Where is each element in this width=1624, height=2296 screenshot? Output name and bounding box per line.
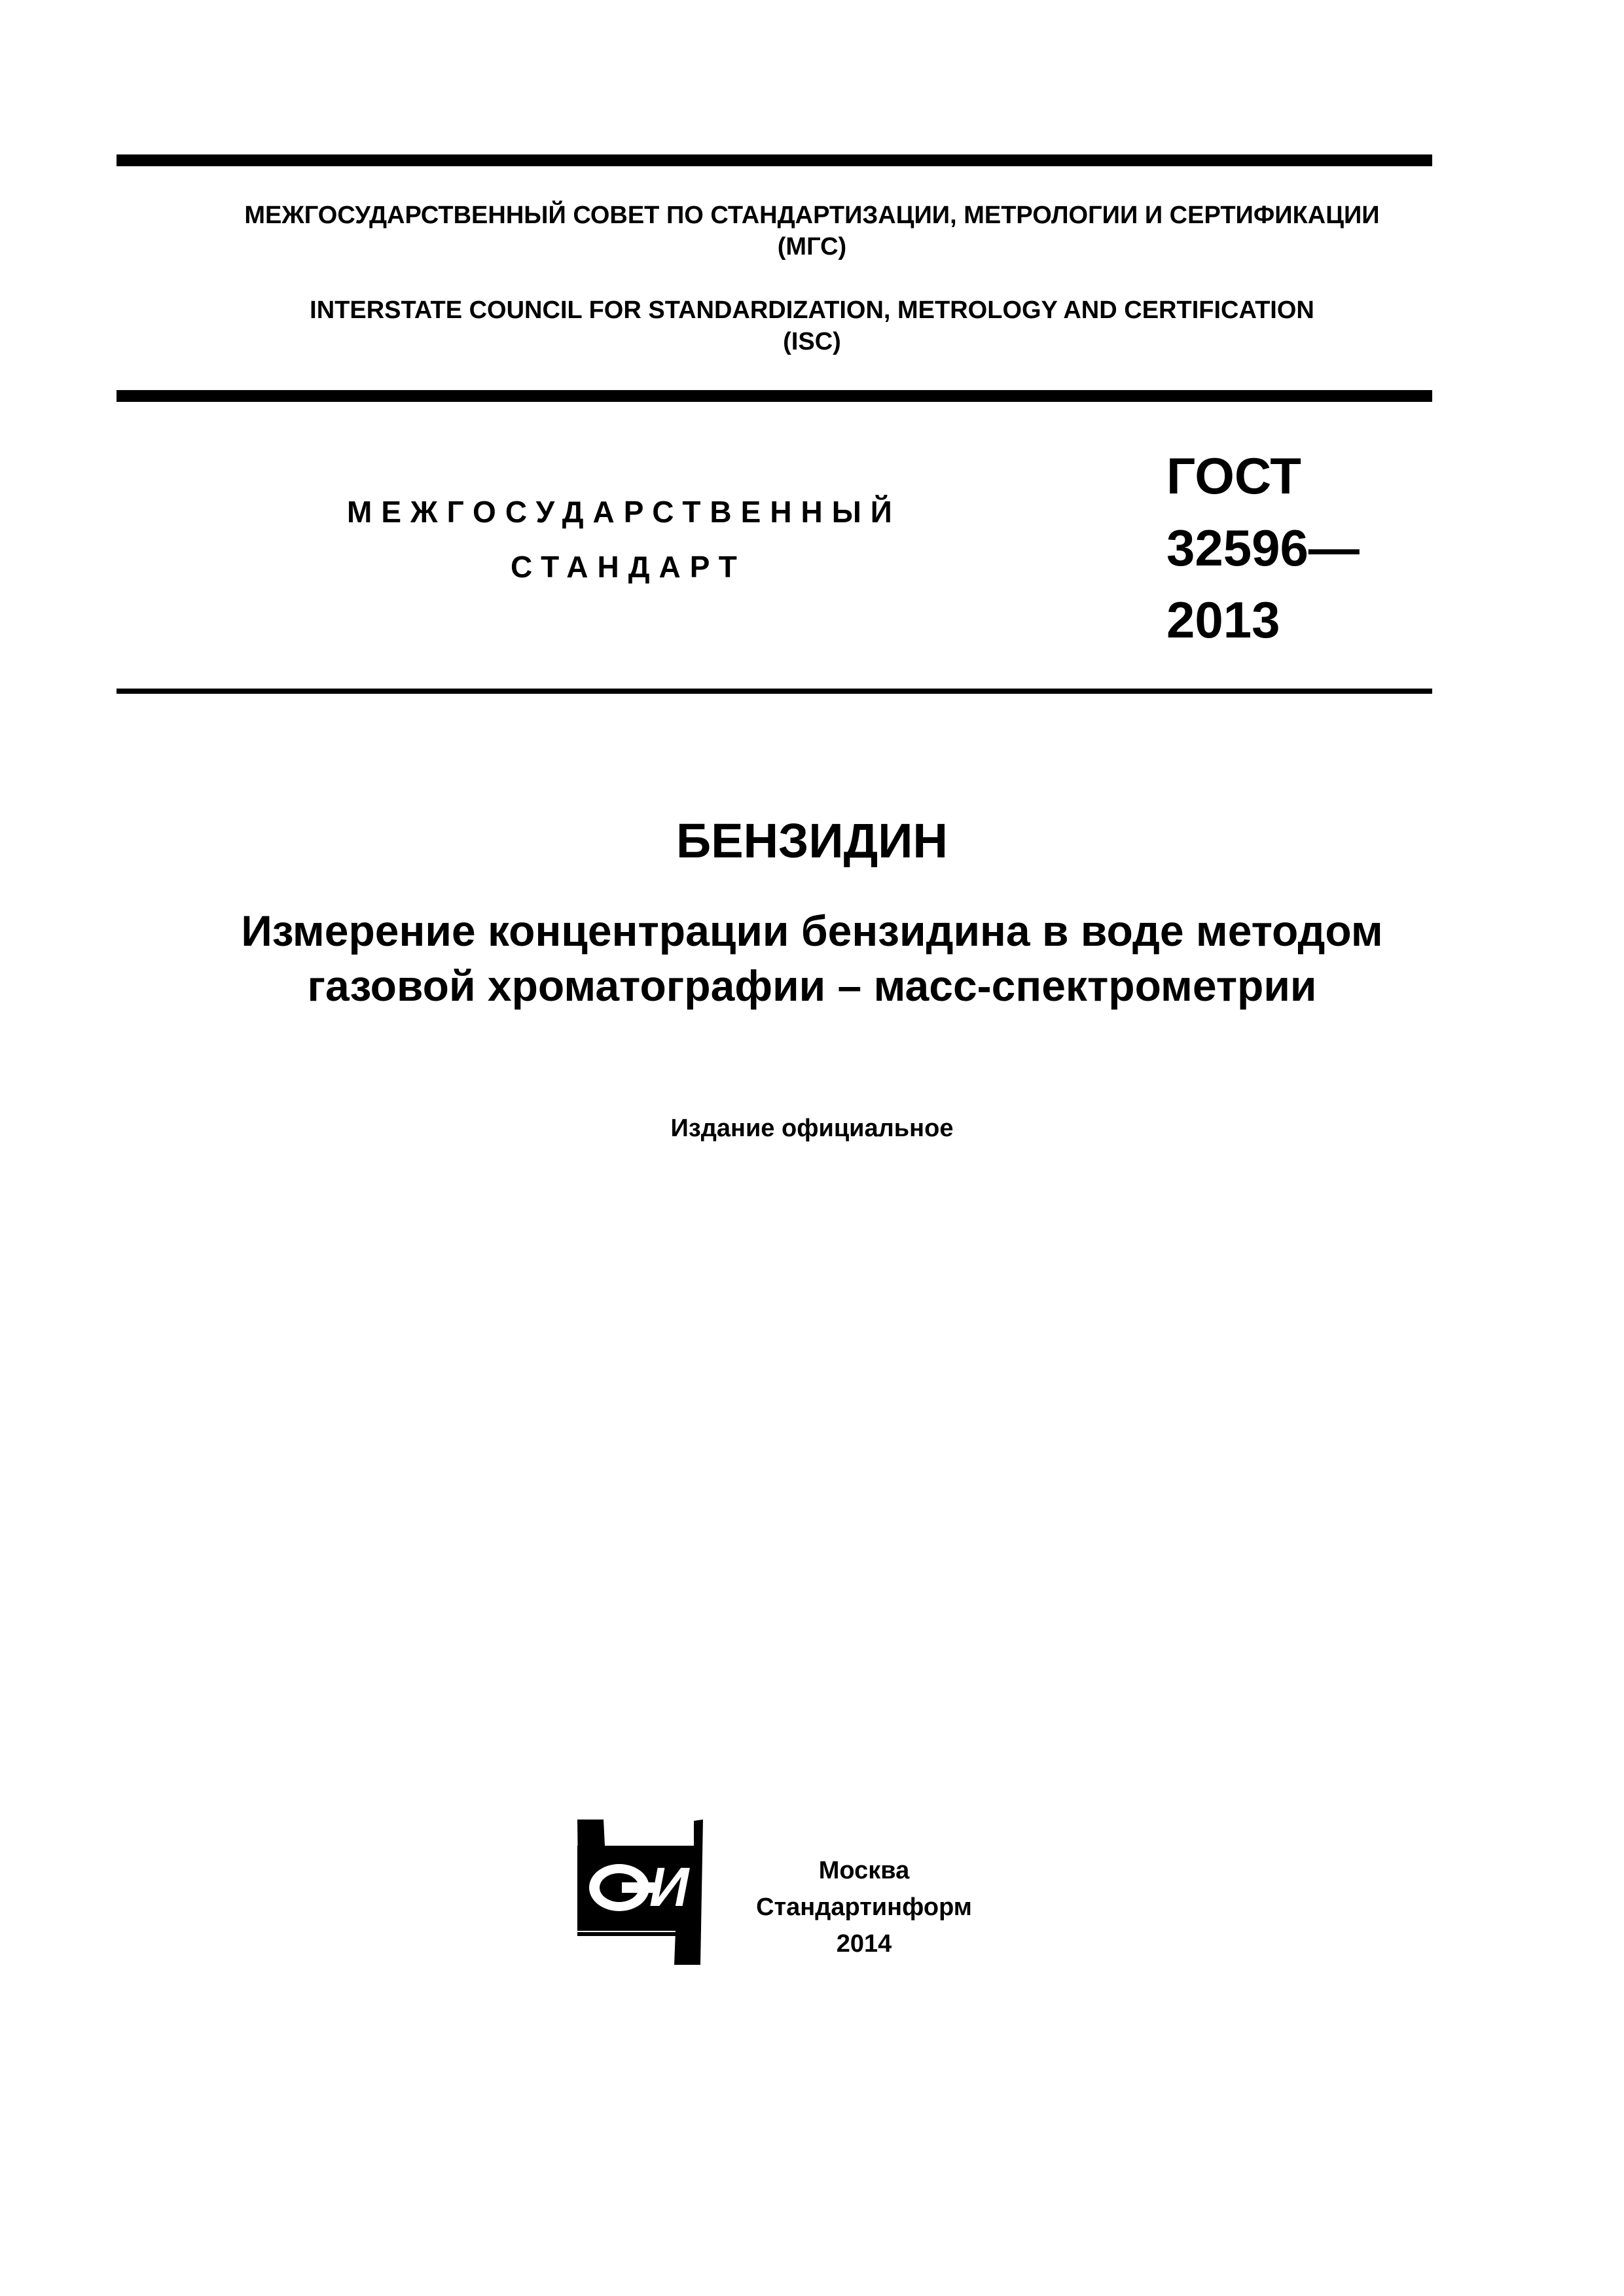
interstate-standard-label (347, 484, 923, 594)
top-thick-rule (117, 154, 1432, 166)
svg-text:И: И (649, 1856, 689, 1918)
subtitle-line1: Измерение концентрации бензидина в воде методом (241, 906, 1383, 955)
subtitle-line2: газовой хроматографии – масс-спектрометрии (307, 961, 1317, 1010)
official-edition-label: Издание официальное (670, 1115, 954, 1142)
publisher-info (740, 1852, 988, 1962)
standartinform-logo-icon (576, 1820, 704, 1965)
document-title: БЕНЗИДИН (676, 814, 948, 868)
council-en-line1: INTERSTATE COUNCIL FOR STANDARDIZATION, METROLOGY AND CERTIFICATION (310, 296, 1314, 324)
standard-label-line2: СТАНДАРТ (511, 550, 746, 584)
standard-label-line1: МЕЖГОСУДАРСТВЕННЫЙ (347, 495, 901, 529)
gost-prefix: ГОСТ (1166, 447, 1301, 505)
gost-year: 2013 (1166, 591, 1280, 649)
council-name-en (0, 295, 1624, 357)
designation-bottom-rule (117, 689, 1432, 694)
gost-designation (1166, 440, 1360, 656)
council-name-ru (0, 200, 1624, 262)
council-en-line2: (ISC) (783, 328, 841, 355)
publisher-year: 2014 (836, 1930, 892, 1958)
publisher-name: Стандартинформ (756, 1893, 972, 1921)
council-ru-line1: МЕЖГОСУДАРСТВЕННЫЙ СОВЕТ ПО СТАНДАРТИЗАЦИИ, МЕТРОЛОГИИ И СЕРТИФИКАЦИИ (244, 202, 1380, 229)
publisher-city: Москва (818, 1857, 910, 1884)
document-subtitle (0, 903, 1624, 1013)
header-bottom-rule (117, 390, 1432, 402)
gost-number: 32596— (1166, 519, 1360, 577)
council-ru-line2: (МГС) (777, 233, 847, 260)
